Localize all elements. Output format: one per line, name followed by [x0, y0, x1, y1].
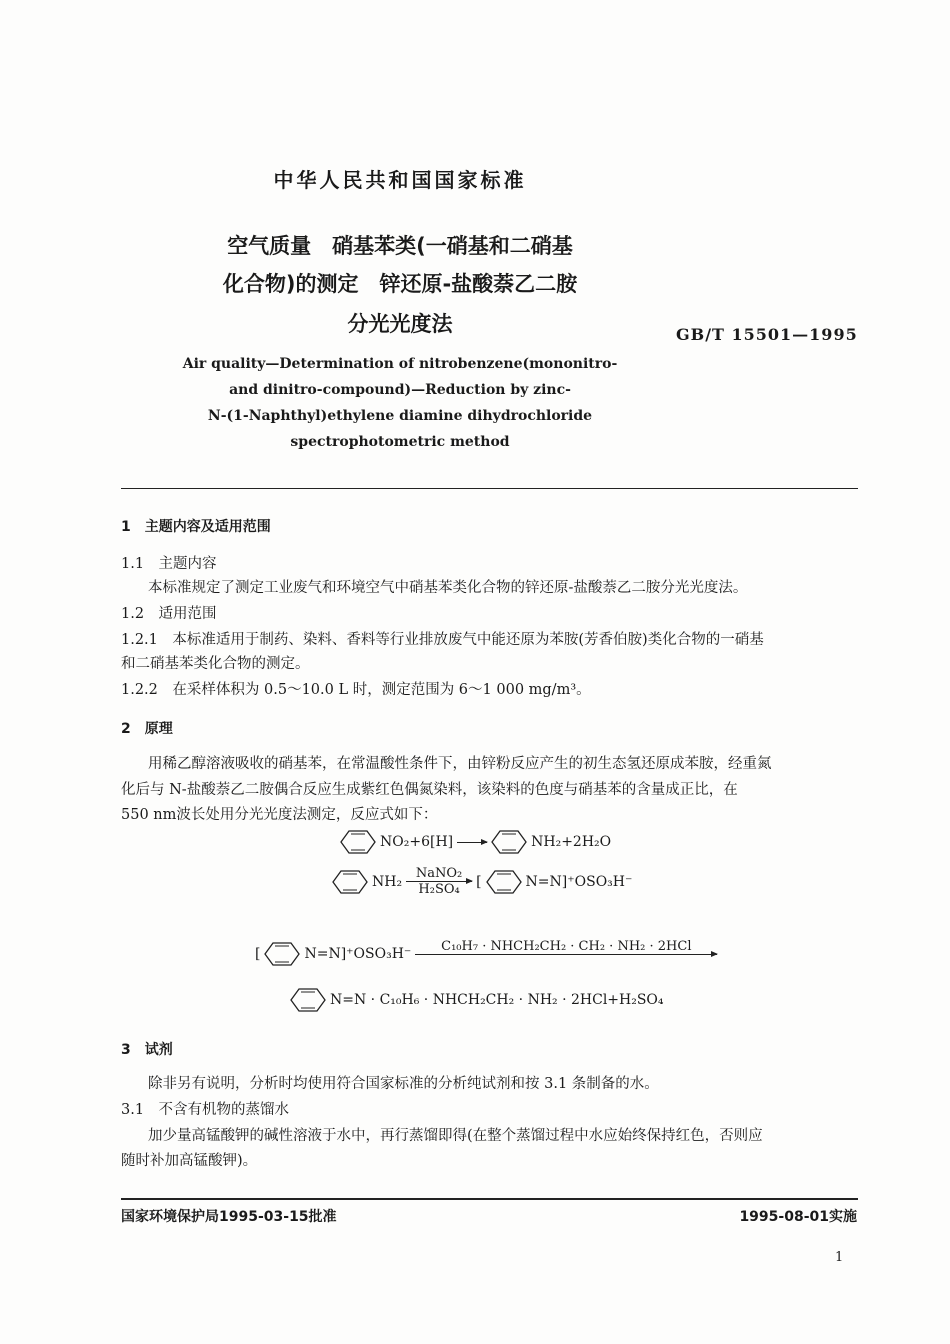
section-2-heading: 2 原理: [121, 721, 173, 737]
title-cn-line3: 分光光度法: [347, 312, 453, 336]
eq2-reagent-below: H₂SO₄: [418, 882, 460, 897]
title-en-line3: N-(1-Naphthyl)ethylene diamine dihydrochloride: [207, 408, 593, 424]
title-en-line4: spectrophotometric method: [290, 434, 510, 450]
reaction-equation-2: [332, 866, 632, 897]
eq2-reagent-above: NaNO₂: [415, 866, 463, 881]
approval-note: 国家环境保护局1995-03-15批准: [121, 1209, 337, 1225]
title-cn-line1: 空气质量 硝基苯类(一硝基和二硝基: [227, 234, 573, 258]
eq1-product: NH₂+2H₂O: [531, 834, 612, 850]
section-1-2-heading: 1.2 适用范围: [121, 606, 217, 622]
title-en-line2: and dinitro-compound)—Reduction by zinc-: [229, 382, 571, 398]
eq3-reactant: N=N]⁺OSO₃H⁻: [304, 946, 412, 962]
eq2-bracket: [: [476, 873, 482, 890]
section-1-heading: 1 主题内容及适用范围: [121, 519, 271, 535]
section-3-1-line2: 随时补加高锰酸钾)。: [121, 1153, 258, 1169]
page-number: 1: [835, 1250, 844, 1265]
benzene-ring-icon: [340, 829, 376, 855]
header-divider: [121, 488, 858, 489]
eq3-reagent-above: C₁₀H₇ · NHCH₂CH₂ · CH₂ · NH₂ · 2HCl: [441, 939, 692, 954]
benzene-ring-icon: [486, 869, 522, 895]
section-1-2-2: 1.2.2 在采样体积为 0.5～10.0 L 时，测定范围为 6～1 000 mg/m³。: [121, 682, 591, 698]
eq1-arrow: [457, 842, 487, 843]
eq3-bracket: [: [255, 946, 261, 962]
eq4-product: N=N · C₁₀H₆ · NHCH₂CH₂ · NH₂ · 2HCl+H₂SO₄: [330, 992, 664, 1008]
section-3-1-heading: 3.1 不含有机物的蒸馏水: [121, 1102, 290, 1118]
section-3-heading: 3 试剂: [121, 1042, 173, 1058]
benzene-ring-icon: [290, 987, 326, 1013]
section-1-1-text: 本标准规定了测定工业废气和环境空气中硝基苯类化合物的锌还原-盐酸萘乙二胺分光光度法。: [148, 580, 748, 596]
section-2-line2: 化后与 N-盐酸萘乙二胺偶合反应生成紫红色偶氮染料，该染料的色度与硝基苯的含量成正比，在: [121, 782, 738, 798]
implementation-date: 1995-08-01实施: [739, 1209, 857, 1225]
eq2-product: N=N]⁺OSO₃H⁻: [525, 873, 633, 890]
benzene-ring-icon: [491, 829, 527, 855]
eq3-arrow: [415, 939, 717, 955]
benzene-ring-icon: [332, 869, 368, 895]
reaction-equation-4: [290, 987, 664, 1013]
reaction-equation-3: [255, 941, 717, 967]
section-3-text: 除非另有说明，分析时均使用符合国家标准的分析纯试剂和按 3.1 条制备的水。: [148, 1076, 659, 1092]
standard-type: 中华人民共和国国家标准: [273, 168, 527, 192]
title-cn-line2: 化合物)的测定 锌还原-盐酸萘乙二胺: [222, 272, 578, 296]
eq2-arrow: [406, 866, 472, 897]
section-3-1-line1: 加少量高锰酸钾的碱性溶液于水中，再行蒸馏即得(在整个蒸馏过程中水应始终保持红色，否则应: [148, 1128, 763, 1144]
benzene-ring-icon: [264, 941, 300, 967]
eq2-reactant: NH₂: [372, 873, 403, 890]
section-2-line3: 550 nm波长处用分光光度法测定，反应式如下：: [121, 807, 438, 823]
eq1-reactant: NO₂+6[H]: [380, 834, 454, 850]
title-en-line1: Air quality—Determination of nitrobenzene(mononitro-: [182, 356, 618, 372]
section-1-2-1-line2: 和二硝基苯类化合物的测定。: [121, 656, 310, 672]
reaction-equation-1: [340, 829, 611, 855]
section-2-line1: 用稀乙醇溶液吸收的硝基苯，在常温酸性条件下，由锌粉反应产生的初生态氢还原成苯胺，经重氮: [148, 756, 772, 772]
footer-divider: [121, 1198, 858, 1200]
standard-number: GB/T 15501—1995: [676, 325, 858, 344]
section-1-2-1-line1: 1.2.1 本标准适用于制药、染料、香料等行业排放废气中能还原为苯胺(芳香伯胺)类化合物的一硝基: [121, 632, 764, 648]
section-1-1-heading: 1.1 主题内容: [121, 556, 217, 572]
